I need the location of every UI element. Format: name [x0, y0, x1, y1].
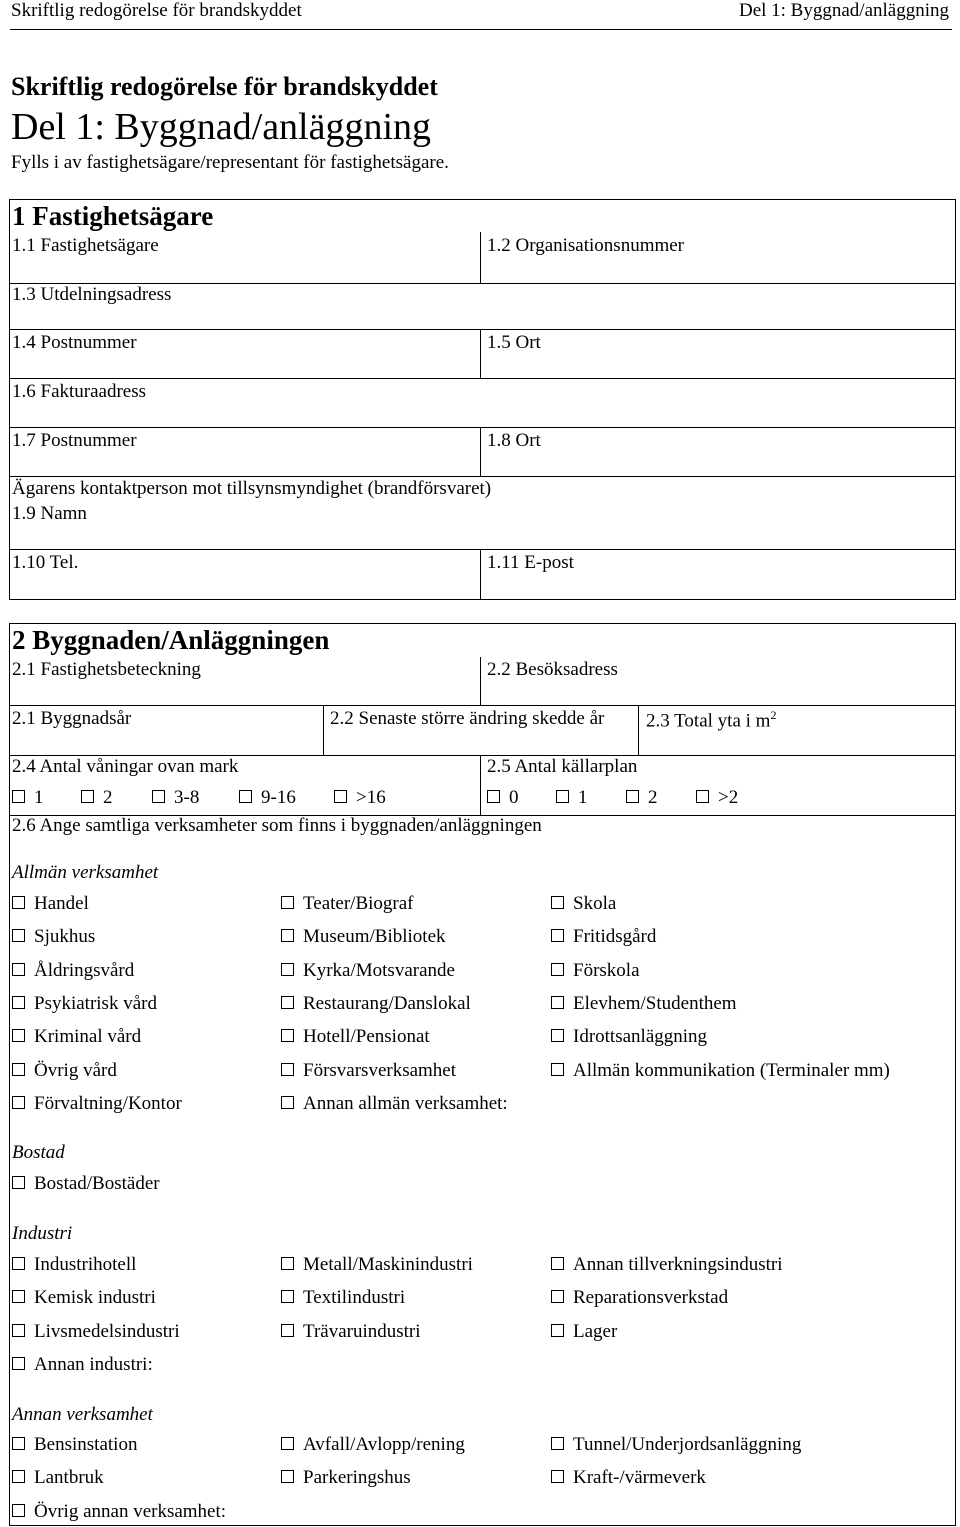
- other-activity-option[interactable]: [281, 1467, 411, 1489]
- general-activity-option[interactable]: [281, 893, 414, 915]
- group-heading-housing: Bostad: [12, 1142, 65, 1163]
- field-build-year[interactable]: 2.1 Byggnadsår: [12, 708, 132, 729]
- basement-option[interactable]: [696, 787, 738, 809]
- checkbox-icon[interactable]: [12, 1029, 25, 1042]
- general-activity-option[interactable]: [551, 993, 737, 1015]
- checkbox-icon[interactable]: [551, 963, 564, 976]
- checkbox-icon[interactable]: [551, 896, 564, 909]
- checkbox-icon[interactable]: [696, 790, 709, 803]
- checkbox-label: Avfall/Avlopp/rening: [303, 1434, 465, 1455]
- general-activity-option[interactable]: [551, 1060, 890, 1082]
- checkbox-label: Elevhem/Studenthem: [573, 992, 737, 1014]
- checkbox-label: Restaurang/Danslokal: [303, 992, 471, 1014]
- general-activity-option[interactable]: [12, 1060, 117, 1082]
- checkbox-label: 9-16: [261, 787, 296, 808]
- general-activity-option[interactable]: [12, 1093, 182, 1115]
- checkbox-icon[interactable]: [281, 1324, 294, 1337]
- other-activity-option[interactable]: [12, 1434, 137, 1456]
- checkbox-label: Trävaruindustri: [303, 1320, 421, 1342]
- industry-activity-option[interactable]: [12, 1287, 156, 1309]
- group-heading-industry: Industri: [12, 1223, 73, 1244]
- checkbox-label: Bostad/Bostäder: [34, 1173, 160, 1194]
- checkbox-icon[interactable]: [551, 1437, 564, 1450]
- checkbox-icon[interactable]: [281, 1437, 294, 1450]
- contact-heading: Ägarens kontaktperson mot tillsynsmyndighet (brandförsvaret): [12, 478, 492, 499]
- checkbox-icon[interactable]: [12, 929, 25, 942]
- checkbox-icon[interactable]: [551, 929, 564, 942]
- section1-heading: 1 Fastighetsägare: [12, 201, 214, 231]
- floors-option[interactable]: [334, 787, 386, 809]
- industry-activity-option[interactable]: [281, 1321, 421, 1343]
- document-part-title: Del 1: Byggnad/anläggning: [11, 106, 432, 148]
- checkbox-icon[interactable]: [281, 996, 294, 1009]
- field-city[interactable]: 1.5 Ort: [487, 332, 541, 353]
- other-activity-option[interactable]: [551, 1467, 706, 1489]
- group-heading-general: Allmän verksamhet: [12, 862, 159, 883]
- basement-option[interactable]: [556, 787, 588, 809]
- checkbox-label: Annan industri:: [34, 1353, 153, 1375]
- checkbox-label: 0: [509, 787, 519, 808]
- general-activity-option[interactable]: [551, 893, 616, 915]
- field-owner[interactable]: 1.1 Fastighetsägare: [12, 235, 159, 256]
- checkbox-icon[interactable]: [12, 1504, 25, 1517]
- checkbox-label: Fritidsgård: [573, 926, 657, 948]
- other-activity-option[interactable]: [281, 1434, 465, 1456]
- general-activity-option[interactable]: [12, 893, 89, 915]
- checkbox-label: >16: [356, 787, 386, 808]
- checkbox-icon[interactable]: [556, 790, 569, 803]
- total-area-label: 2.3 Total yta i m: [646, 710, 771, 732]
- checkbox-icon[interactable]: [626, 790, 639, 803]
- checkbox-label: Förskola: [573, 959, 640, 981]
- group-heading-other: Annan verksamhet: [12, 1404, 153, 1425]
- field-org-number[interactable]: 1.2 Organisationsnummer: [487, 235, 685, 256]
- industry-activity-option[interactable]: [551, 1287, 728, 1309]
- basement-label: 2.5 Antal källarplan: [487, 756, 638, 777]
- total-area-superscript: 2: [770, 708, 777, 722]
- field-latest-change[interactable]: 2.2 Senaste större ändring skedde år: [330, 708, 605, 729]
- checkbox-icon[interactable]: [551, 1470, 564, 1483]
- running-header-left: Skriftlig redogörelse för brandskyddet: [11, 0, 302, 21]
- general-activity-option[interactable]: [281, 1093, 508, 1115]
- checkbox-icon[interactable]: [239, 790, 252, 803]
- general-activity-option[interactable]: [281, 926, 446, 948]
- field-contact-email[interactable]: 1.11 E-post: [487, 552, 574, 573]
- checkbox-label: Kemisk industri: [34, 1287, 156, 1309]
- header-divider: [10, 29, 952, 30]
- checkbox-label: Skola: [573, 893, 617, 914]
- checkbox-label: Psykiatrisk vård: [34, 992, 157, 1014]
- field-invoice-postcode[interactable]: 1.7 Postnummer: [12, 430, 137, 451]
- field-postcode[interactable]: 1.4 Postnummer: [12, 332, 137, 353]
- checkbox-label: Teater/Biograf: [303, 893, 414, 914]
- checkbox-label: Handel: [34, 893, 89, 914]
- checkbox-icon[interactable]: [551, 1290, 564, 1303]
- industry-activity-option[interactable]: [12, 1254, 136, 1276]
- checkbox-icon[interactable]: [12, 896, 25, 909]
- document-instruction: Fylls i av fastighetsägare/representant för fastighetsägare.: [11, 152, 449, 173]
- industry-activity-option[interactable]: [551, 1321, 617, 1343]
- checkbox-icon[interactable]: [12, 1470, 25, 1483]
- general-activity-option[interactable]: [12, 960, 134, 982]
- basement-option[interactable]: [487, 787, 519, 809]
- checkbox-label: Bensinstation: [34, 1434, 138, 1455]
- checkbox-label: Lager: [573, 1320, 618, 1342]
- housing-activity-option[interactable]: [12, 1173, 160, 1195]
- checkbox-label: Parkeringshus: [303, 1467, 411, 1489]
- checkbox-icon[interactable]: [12, 1176, 25, 1189]
- running-header-right: Del 1: Byggnad/anläggning: [738, 0, 949, 21]
- industry-activity-option[interactable]: [281, 1254, 473, 1276]
- checkbox-label: Annan allmän verksamhet:: [303, 1092, 508, 1114]
- floors-option[interactable]: [81, 787, 113, 809]
- checkbox-label: Metall/Maskinindustri: [303, 1254, 473, 1275]
- section2-heading: 2 Byggnaden/Anläggningen: [12, 625, 330, 655]
- checkbox-label: Försvarsverksamhet: [303, 1059, 457, 1081]
- floors-option[interactable]: [152, 787, 199, 809]
- checkbox-icon[interactable]: [281, 1257, 294, 1270]
- other-activity-option[interactable]: [551, 1434, 801, 1456]
- activities-label: 2.6 Ange samtliga verksamheter som finns i byggnaden/anläggningen: [12, 815, 542, 836]
- field-contact-name[interactable]: 1.9 Namn: [12, 503, 87, 524]
- checkbox-label: Idrottsanläggning: [573, 1026, 708, 1048]
- field-invoice-address[interactable]: 1.6 Fakturaadress: [12, 381, 147, 402]
- general-activity-option[interactable]: [12, 1026, 141, 1048]
- checkbox-icon[interactable]: [551, 1029, 564, 1042]
- checkbox-label: 1: [578, 787, 588, 808]
- checkbox-label: Allmän kommunikation (Terminaler mm): [573, 1059, 890, 1081]
- industry-activity-option[interactable]: [12, 1321, 180, 1343]
- checkbox-label: 3-8: [174, 787, 200, 808]
- industry-activity-option[interactable]: [281, 1287, 405, 1309]
- checkbox-label: Kraft-/värmeverk: [573, 1467, 706, 1489]
- checkbox-label: Livsmedelsindustri: [34, 1320, 180, 1342]
- other-activity-option[interactable]: [12, 1501, 226, 1523]
- checkbox-label: Tunnel/Underjordsanläggning: [573, 1434, 802, 1455]
- checkbox-icon[interactable]: [12, 1290, 25, 1303]
- field-visit-address[interactable]: 2.2 Besöksadress: [487, 659, 618, 680]
- general-activity-option[interactable]: [12, 993, 157, 1015]
- checkbox-label: Industrihotell: [34, 1254, 137, 1275]
- general-activity-option[interactable]: [281, 993, 471, 1015]
- checkbox-icon[interactable]: [281, 896, 294, 909]
- checkbox-icon[interactable]: [551, 996, 564, 1009]
- general-activity-option[interactable]: [551, 960, 640, 982]
- checkbox-icon[interactable]: [281, 963, 294, 976]
- industry-activity-option[interactable]: [12, 1354, 153, 1376]
- checkbox-label: 1: [34, 787, 44, 808]
- checkbox-label: Reparationsverkstad: [573, 1287, 729, 1309]
- floors-option[interactable]: [239, 787, 296, 809]
- general-activity-option[interactable]: [281, 960, 455, 982]
- checkbox-icon[interactable]: [551, 1063, 564, 1076]
- checkbox-icon[interactable]: [281, 929, 294, 942]
- checkbox-label: 2: [648, 787, 658, 808]
- field-property-designation[interactable]: 2.1 Fastighetsbeteckning: [12, 659, 201, 680]
- checkbox-icon[interactable]: [152, 790, 165, 803]
- basement-option[interactable]: [626, 787, 658, 809]
- checkbox-icon[interactable]: [12, 1257, 25, 1270]
- checkbox-label: Övrig annan verksamhet:: [34, 1500, 227, 1522]
- checkbox-icon[interactable]: [12, 1437, 25, 1450]
- field-contact-phone[interactable]: 1.10 Tel.: [12, 552, 79, 573]
- checkbox-icon[interactable]: [334, 790, 347, 803]
- checkbox-icon[interactable]: [12, 1063, 25, 1076]
- other-activity-option[interactable]: [12, 1467, 104, 1489]
- checkbox-icon[interactable]: [81, 790, 94, 803]
- floors-option[interactable]: [12, 787, 44, 809]
- checkbox-icon[interactable]: [12, 1357, 25, 1370]
- general-activity-option[interactable]: [551, 1026, 707, 1048]
- checkbox-icon[interactable]: [12, 963, 25, 976]
- general-activity-option[interactable]: [551, 926, 656, 948]
- checkbox-label: Lantbruk: [34, 1467, 104, 1489]
- field-address[interactable]: 1.3 Utdelningsadress: [12, 284, 172, 305]
- checkbox-label: Kyrka/Motsvarande: [303, 959, 455, 981]
- industry-activity-option[interactable]: [551, 1254, 783, 1276]
- checkbox-label: Åldringsvård: [34, 959, 135, 981]
- checkbox-icon[interactable]: [281, 1063, 294, 1076]
- checkbox-icon[interactable]: [12, 1096, 25, 1109]
- checkbox-label: Förvaltning/Kontor: [34, 1092, 182, 1114]
- checkbox-icon[interactable]: [487, 790, 500, 803]
- checkbox-label: Kriminal vård: [34, 1026, 142, 1048]
- checkbox-icon[interactable]: [551, 1257, 564, 1270]
- checkbox-label: Textilindustri: [303, 1287, 406, 1309]
- checkbox-icon[interactable]: [12, 996, 25, 1009]
- checkbox-icon[interactable]: [551, 1324, 564, 1337]
- general-activity-option[interactable]: [281, 1060, 456, 1082]
- floors-label: 2.4 Antal våningar ovan mark: [12, 756, 239, 777]
- checkbox-icon[interactable]: [12, 790, 25, 803]
- document-title: Skriftlig redogörelse för brandskyddet: [11, 72, 438, 101]
- checkbox-label: Övrig vård: [34, 1059, 117, 1081]
- field-invoice-city[interactable]: 1.8 Ort: [487, 430, 541, 451]
- checkbox-icon[interactable]: [12, 1324, 25, 1337]
- checkbox-icon[interactable]: [281, 1470, 294, 1483]
- checkbox-icon[interactable]: [281, 1096, 294, 1109]
- checkbox-label: Hotell/Pensionat: [303, 1026, 430, 1048]
- field-total-area[interactable]: [646, 708, 776, 732]
- general-activity-option[interactable]: [12, 926, 95, 948]
- general-activity-option[interactable]: [281, 1026, 430, 1048]
- checkbox-label: Sjukhus: [34, 926, 96, 948]
- checkbox-label: 2: [103, 787, 113, 808]
- checkbox-label: Museum/Bibliotek: [303, 926, 446, 948]
- checkbox-label: >2: [718, 787, 739, 808]
- checkbox-icon[interactable]: [281, 1029, 294, 1042]
- checkbox-icon[interactable]: [281, 1290, 294, 1303]
- checkbox-label: Annan tillverkningsindustri: [573, 1254, 783, 1275]
